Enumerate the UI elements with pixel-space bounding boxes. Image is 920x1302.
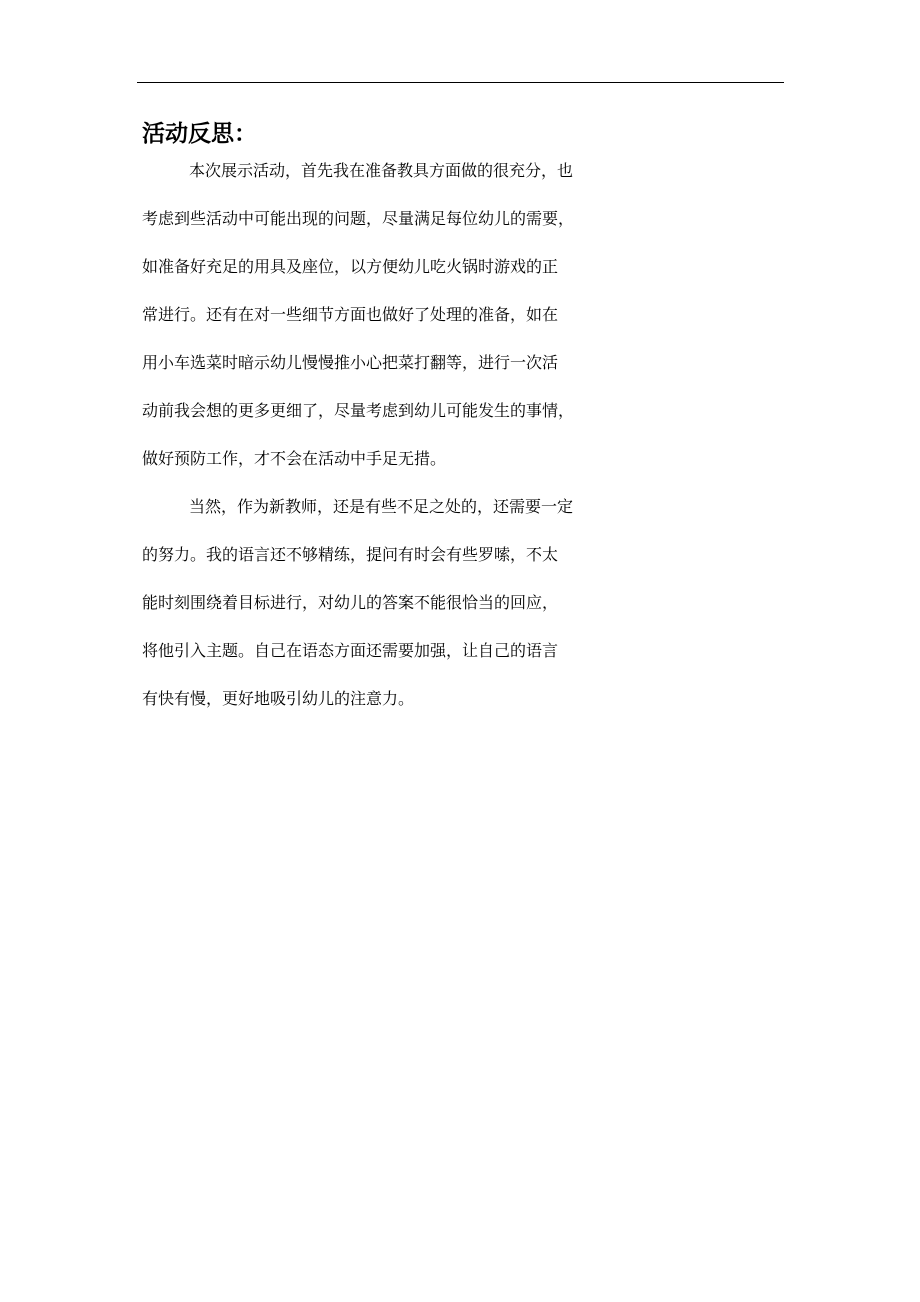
paragraph-1 xyxy=(142,158,792,494)
paragraph-1-line-2: 考虑到些活动中可能出现的问题，尽量满足每位幼儿的需要， xyxy=(142,209,575,228)
paragraph-1-line-3: 如准备好充足的用具及座位，以方便幼儿吃火锅时游戏的正 xyxy=(142,257,559,276)
section-heading: 活动反思： xyxy=(142,120,257,147)
paragraph-2-line-5: 有快有慢，更好地吸引幼儿的注意力。 xyxy=(142,689,415,708)
paragraph-1-line-1: 本次展示活动，首先我在准备教具方面做的很充分，也 xyxy=(189,161,574,180)
paragraph-1-line-6: 动前我会想的更多更细了，尽量考虑到幼儿可能发生的事情， xyxy=(142,401,575,420)
paragraph-2-line-2: 的努力。我的语言还不够精练，提问有时会有些罗嗦，不太 xyxy=(142,545,559,564)
paragraph-1-line-4: 常进行。还有在对一些细节方面也做好了处理的准备，如在 xyxy=(142,305,559,324)
paragraph-2-line-4: 将他引入主题。自己在语态方面还需要加强，让自己的语言 xyxy=(142,641,559,660)
header-rule xyxy=(137,82,784,83)
paragraph-2 xyxy=(142,494,792,734)
document-body xyxy=(142,110,792,734)
paragraph-1-line-7: 做好预防工作，才不会在活动中手足无措。 xyxy=(142,449,447,468)
paragraph-2-line-3: 能时刻围绕着目标进行，对幼儿的答案不能很恰当的回应， xyxy=(142,593,559,612)
paragraph-2-line-1: 当然，作为新教师，还是有些不足之处的，还需要一定 xyxy=(189,497,574,516)
paragraph-1-line-5: 用小车选菜时暗示幼儿慢慢推小心把菜打翻等，进行一次活 xyxy=(142,353,559,372)
